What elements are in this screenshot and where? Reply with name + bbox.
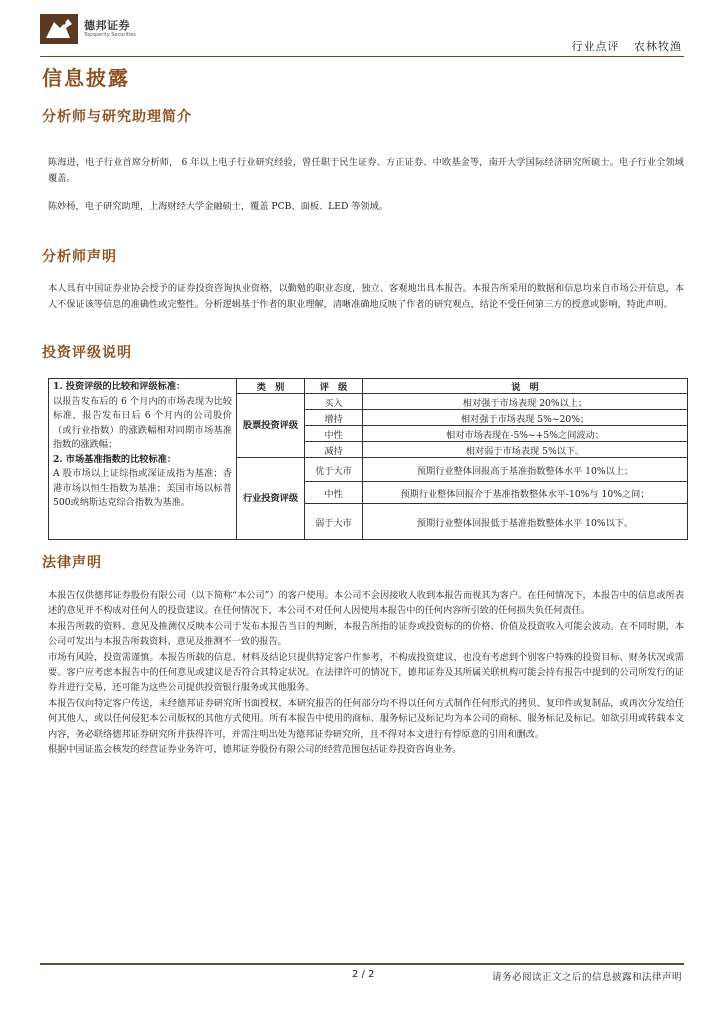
analyst-statement: 本人具有中国证券业协会授予的证券投资咨询执业资格，以勤勉的职业态度，独立、客观地出具本报告。本报告所采用的数据和信息均来自市场公开信息，本人不保证该等信息的准确性或完整性。分析逻辑基于作者的职业理解，清晰准确地反映了作者的研究观点，结论不受任何第三方的授意或影响，特此声明。 [48,283,684,310]
company-logo [40,14,160,44]
column-header-category: 类 别 [237,379,305,394]
stock-rating-category: 股票投资评级 [237,394,305,458]
logo-chinese-name: 德邦证券 [84,19,130,32]
rating-description: 相对强于市场表现 5%~20%； [363,410,688,426]
rating-level: 减持 [305,442,363,458]
rating-description: 预期行业整体回报低于基准指数整体水平 10%以下。 [363,504,688,540]
logo-mark-icon [40,14,78,44]
logo-english-name: Topsperity Securities [84,32,136,38]
header-sector: 农林牧渔 [634,40,682,53]
legal-paragraph: 根据中国证监会核发的经营证券业务许可，德邦证券股份有限公司的经营范围包括证券投资咨询业务。 [48,744,462,756]
page-header [0,0,724,62]
legal-section-title: 法律声明 [42,555,102,571]
analyst-intro-1: 陈海进，电子行业首席分析师， 6 年以上电子行业研究经验，曾任职于民生证券、方正证券、中欧基金等，南开大学国际经济研究所硕士。电子行业全领域覆盖。 [48,157,684,184]
legal-statement [48,588,684,757]
legal-paragraph: 市场有风险，投资需谨慎。本报告所载的信息、材料及结论只提供特定客户作参考，不构成投资建议，也没有考虑到个别客户特殊的投资目标、财务状况或需要。客户应考虑本报告中的任何意见或建议是否符合其特定状况。在法律许可的情况下，德邦证券及其所属关联机构可能会持有报告中提到的公司所发行的证券并进行交易，还可能为这些公司提供投资银行服务或其他服务。 [48,651,684,694]
header-divider [40,56,684,57]
page-number: 2 / 2 [352,969,375,980]
rating-table [48,378,688,540]
analyst-section-title: 分析师与研究助理简介 [42,109,192,125]
rating-description: 相对市场表现在-5%~+5%之间波动； [363,426,688,442]
rating-description: 预期行业整体回报高于基准指数整体水平 10%以上； [363,458,688,482]
industry-rating-category: 行业投资评级 [237,458,305,540]
rating-level: 增持 [305,410,363,426]
rating-description: 预期行业整体回报介于基准指数整体水平-10%与 10%之间； [363,482,688,504]
legal-paragraph: 本报告仅向特定客户传送，未经德邦证券研究所书面授权，本研究报告的任何部分均不得以任何方式制作任何形式的拷贝、复印件或复制品，或再次分发给任何其他人，或以任何侵犯本公司版权的其他方式使用。所有本报告中使用的商标、服务标记及标记均为本公司的商标、服务标记及标记。如欲引用或转载本文内容，务必联络德邦证券研究所并获得许可，并需注明出处为德邦证券研究所，且不得对本文进行有悖原意的引用和删改。 [48,697,684,740]
header-report-type [572,38,683,54]
legal-paragraph: 本报告仅供德邦证券股份有限公司（以下简称“本公司”）的客户使用。本公司不会因接收人收到本报告而视其为客户。在任何情况下，本报告中的信息或所表述的意见并不构成对任何人的投资建议。在任何情况下，本公司不对任何人因使用本报告中的任何内容所引致的任何损失负任何责任。 [48,590,684,617]
rating-description: 相对弱于市场表现 5%以下。 [363,442,688,458]
column-header-rating: 评 级 [305,379,363,394]
criteria-body-2: A 股市场以上证综指或深证成指为基准；香港市场以恒生指数为基准；美国市场以标普500或纳斯达克综合指数为基准。 [53,468,232,508]
footer-disclaimer-note: 请务必阅读正文之后的信息披露和法律声明 [491,972,682,983]
page-title: 信息披露 [42,66,130,90]
criteria-body-1: 以报告发布后的 6 个月内的市场表现为比较标准，报告发布日后 6 个月内的公司股价（或行业指数）的涨跌幅相对同期市场基准指数的涨跌幅； [53,395,232,450]
rating-description: 相对强于市场表现 20%以上； [363,394,688,410]
legal-paragraph: 本报告所载的资料、意见及推测仅反映本公司于发布本报告当日的判断，本报告所指的证券或投资标的的价格、价值及投资收入可能会波动。在不同时期，本公司可发出与本报告所载资料、意见及推测不一致的报告。 [48,620,684,648]
statement-section-title: 分析师声明 [42,249,117,265]
analyst-intro-2: 陈妙杨，电子研究助理，上海财经大学金融硕士，覆盖 PCB、面板、LED 等领域。 [48,201,388,212]
criteria-heading-1: 1. 投资评级的比较和评级标准： [53,381,186,392]
rating-level: 中性 [305,426,363,442]
rating-table-header [49,379,688,394]
header-category: 行业点评 [571,40,620,53]
rating-level: 优于大市 [305,458,363,482]
footer-divider [40,963,684,965]
rating-level: 买入 [305,394,363,410]
criteria-heading-2: 2. 市场基准指数的比较标准： [53,453,177,465]
rating-criteria-cell [49,379,237,540]
rating-level: 中性 [305,482,363,504]
rating-level: 弱于大市 [305,504,363,540]
column-header-description: 说 明 [363,379,688,394]
rating-section-title: 投资评级说明 [42,345,132,361]
